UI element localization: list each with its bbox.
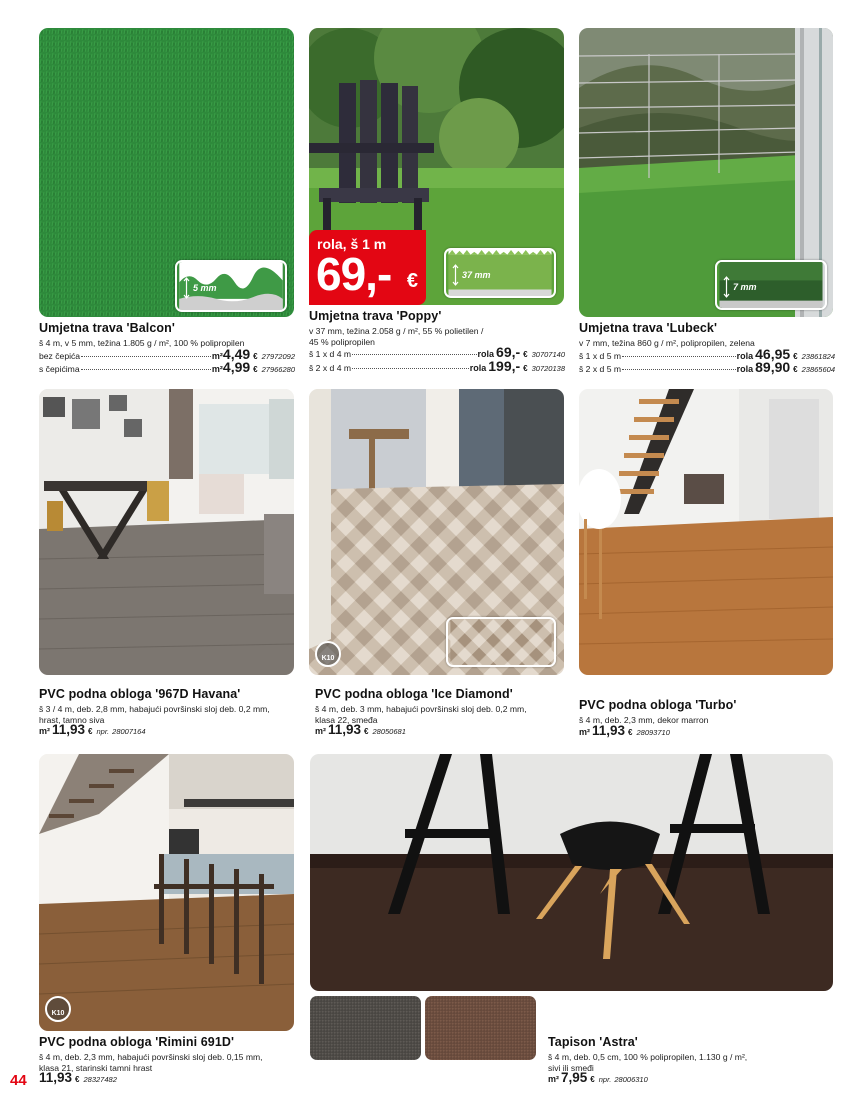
- diamond-title: PVC podna obloga 'Ice Diamond': [315, 687, 513, 701]
- balcon-desc: š 4 m, v 5 mm, težina 1.805 g / m², 100 % polipropilen: [39, 338, 245, 348]
- lubeck-row-2: š 2 x d 5 m rola 89,90 € 23865604: [579, 359, 835, 375]
- havana-desc-2: hrast, tamno siva: [39, 714, 105, 725]
- havana-price: 11,93: [52, 722, 86, 737]
- poppy-thickness-label: 37 mm: [462, 270, 491, 280]
- thickness-arrow-icon: [452, 264, 459, 286]
- diamond-sample-inset: [446, 617, 556, 667]
- havana-photo: [39, 389, 294, 675]
- poppy-price-1: 69,-: [496, 344, 521, 360]
- turbo-title: PVC podna obloga 'Turbo': [579, 698, 737, 712]
- rimini-k10-icon: K10: [45, 996, 71, 1022]
- diamond-info: [315, 687, 575, 738]
- astra-photo: [310, 754, 833, 991]
- astra-swatch-grey: [310, 996, 421, 1060]
- turbo-price: 11,93: [592, 722, 626, 738]
- poppy-price-2: 199,-: [488, 357, 521, 374]
- lubeck-desc: v 7 mm, težina 860 g / m², polipropilen, zelena: [579, 338, 755, 348]
- lubeck-price-2: 89,90: [755, 359, 791, 375]
- lubeck-title: Umjetna trava 'Lubeck': [579, 321, 718, 335]
- balcon-photo: [39, 28, 294, 317]
- poppy-row-1: š 1 x d 4 m rola 69,- € 30707140: [309, 344, 565, 360]
- balcon-row-2: s čepićima m² 4,99 € 27966280: [39, 359, 295, 375]
- lubeck-row-1: š 1 x d 5 m rola 46,95 € 23861824: [579, 345, 835, 362]
- balcon-price-1: 4,49: [222, 345, 251, 362]
- balcon-info: [39, 321, 295, 376]
- balcon-price-2: 4,99: [222, 359, 251, 375]
- poppy-row-2: š 2 x d 4 m rola 199,- € 30720138: [309, 357, 565, 374]
- poppy-info: [309, 309, 565, 374]
- poppy-title: Umjetna trava 'Poppy': [309, 309, 442, 323]
- havana-price-row: m² 11,93 € npr. 28007164: [39, 722, 146, 737]
- page-number: 44: [10, 1072, 27, 1089]
- poppy-price-badge: [309, 230, 426, 305]
- astra-desc-1: š 4 m, deb. 0,5 cm, 100 % polipropilen, 1.130 g / m²,: [548, 1052, 748, 1062]
- turbo-info: [579, 698, 835, 738]
- diamond-photo: [309, 389, 564, 675]
- diamond-price: 11,93: [328, 722, 362, 737]
- havana-desc-1: š 3 / 4 m, deb. 2,8 mm, habajući površinski sloj deb. 0,2 mm,: [39, 704, 270, 714]
- astra-info: [548, 1035, 838, 1086]
- lubeck-price-1: 46,95: [755, 345, 791, 362]
- rimini-title: PVC podna obloga 'Rimini 691D': [39, 1035, 235, 1049]
- balcon-row-1: bez čepića m² 4,49 € 27972092: [39, 345, 295, 362]
- rimini-desc-2: klasa 21, starinski tamni hrast: [39, 1062, 153, 1073]
- astra-price-row: m² 7,95 € npr. 28006310: [548, 1070, 648, 1085]
- poppy-desc-2: 45 % polipropilen: [309, 336, 375, 347]
- balcon-thickness-inset: [175, 260, 287, 312]
- balcon-thickness-label: 5 mm: [193, 283, 217, 293]
- rimini-desc-1: š 4 m, deb. 2,3 mm, habajući površinski sloj deb. 0,15 mm,: [39, 1052, 263, 1062]
- havana-title: PVC podna obloga '967D Havana': [39, 687, 241, 701]
- lubeck-thickness-label: 7 mm: [733, 282, 757, 292]
- thickness-arrow-icon: [183, 277, 190, 299]
- poppy-thickness-inset: [444, 248, 556, 298]
- turbo-price-row: m² 11,93 € 28093710: [579, 722, 670, 738]
- diamond-desc-2: klasa 22, smeđa: [315, 714, 378, 725]
- turbo-desc: š 4 m, deb. 2,3 mm, dekor marron: [579, 715, 709, 725]
- diamond-k10-icon: K10: [315, 641, 341, 667]
- diamond-desc-1: š 4 m, deb. 3 mm, habajući površinski sloj deb. 0,2 mm,: [315, 704, 527, 714]
- rimini-info: [39, 1035, 301, 1086]
- thickness-arrow-icon: [723, 276, 730, 298]
- rimini-price: 11,93: [39, 1070, 73, 1085]
- poppy-badge-price: 69,-: [316, 248, 392, 300]
- diamond-price-row: m² 11,93 € 28050681: [315, 722, 406, 737]
- balcon-title: Umjetna trava 'Balcon': [39, 321, 175, 335]
- lubeck-thickness-inset: [715, 260, 827, 310]
- rimini-price-row: 11,93 € 28327482: [39, 1070, 117, 1085]
- astra-title: Tapison 'Astra': [548, 1035, 638, 1049]
- turbo-photo: [579, 389, 833, 675]
- poppy-badge-currency: €: [406, 270, 418, 292]
- rimini-photo: [39, 754, 294, 1031]
- lubeck-info: [579, 321, 835, 376]
- astra-swatch-brown: [425, 996, 536, 1060]
- poppy-desc-1: v 37 mm, težina 2.058 g / m², 55 % polietilen /: [309, 326, 484, 336]
- astra-desc-2: sivi ili smeđi: [548, 1062, 594, 1073]
- astra-price: 7,95: [561, 1070, 588, 1085]
- lubeck-photo: [579, 28, 833, 317]
- havana-info: [39, 687, 301, 738]
- poppy-badge-label: rola, š 1 m: [317, 236, 387, 252]
